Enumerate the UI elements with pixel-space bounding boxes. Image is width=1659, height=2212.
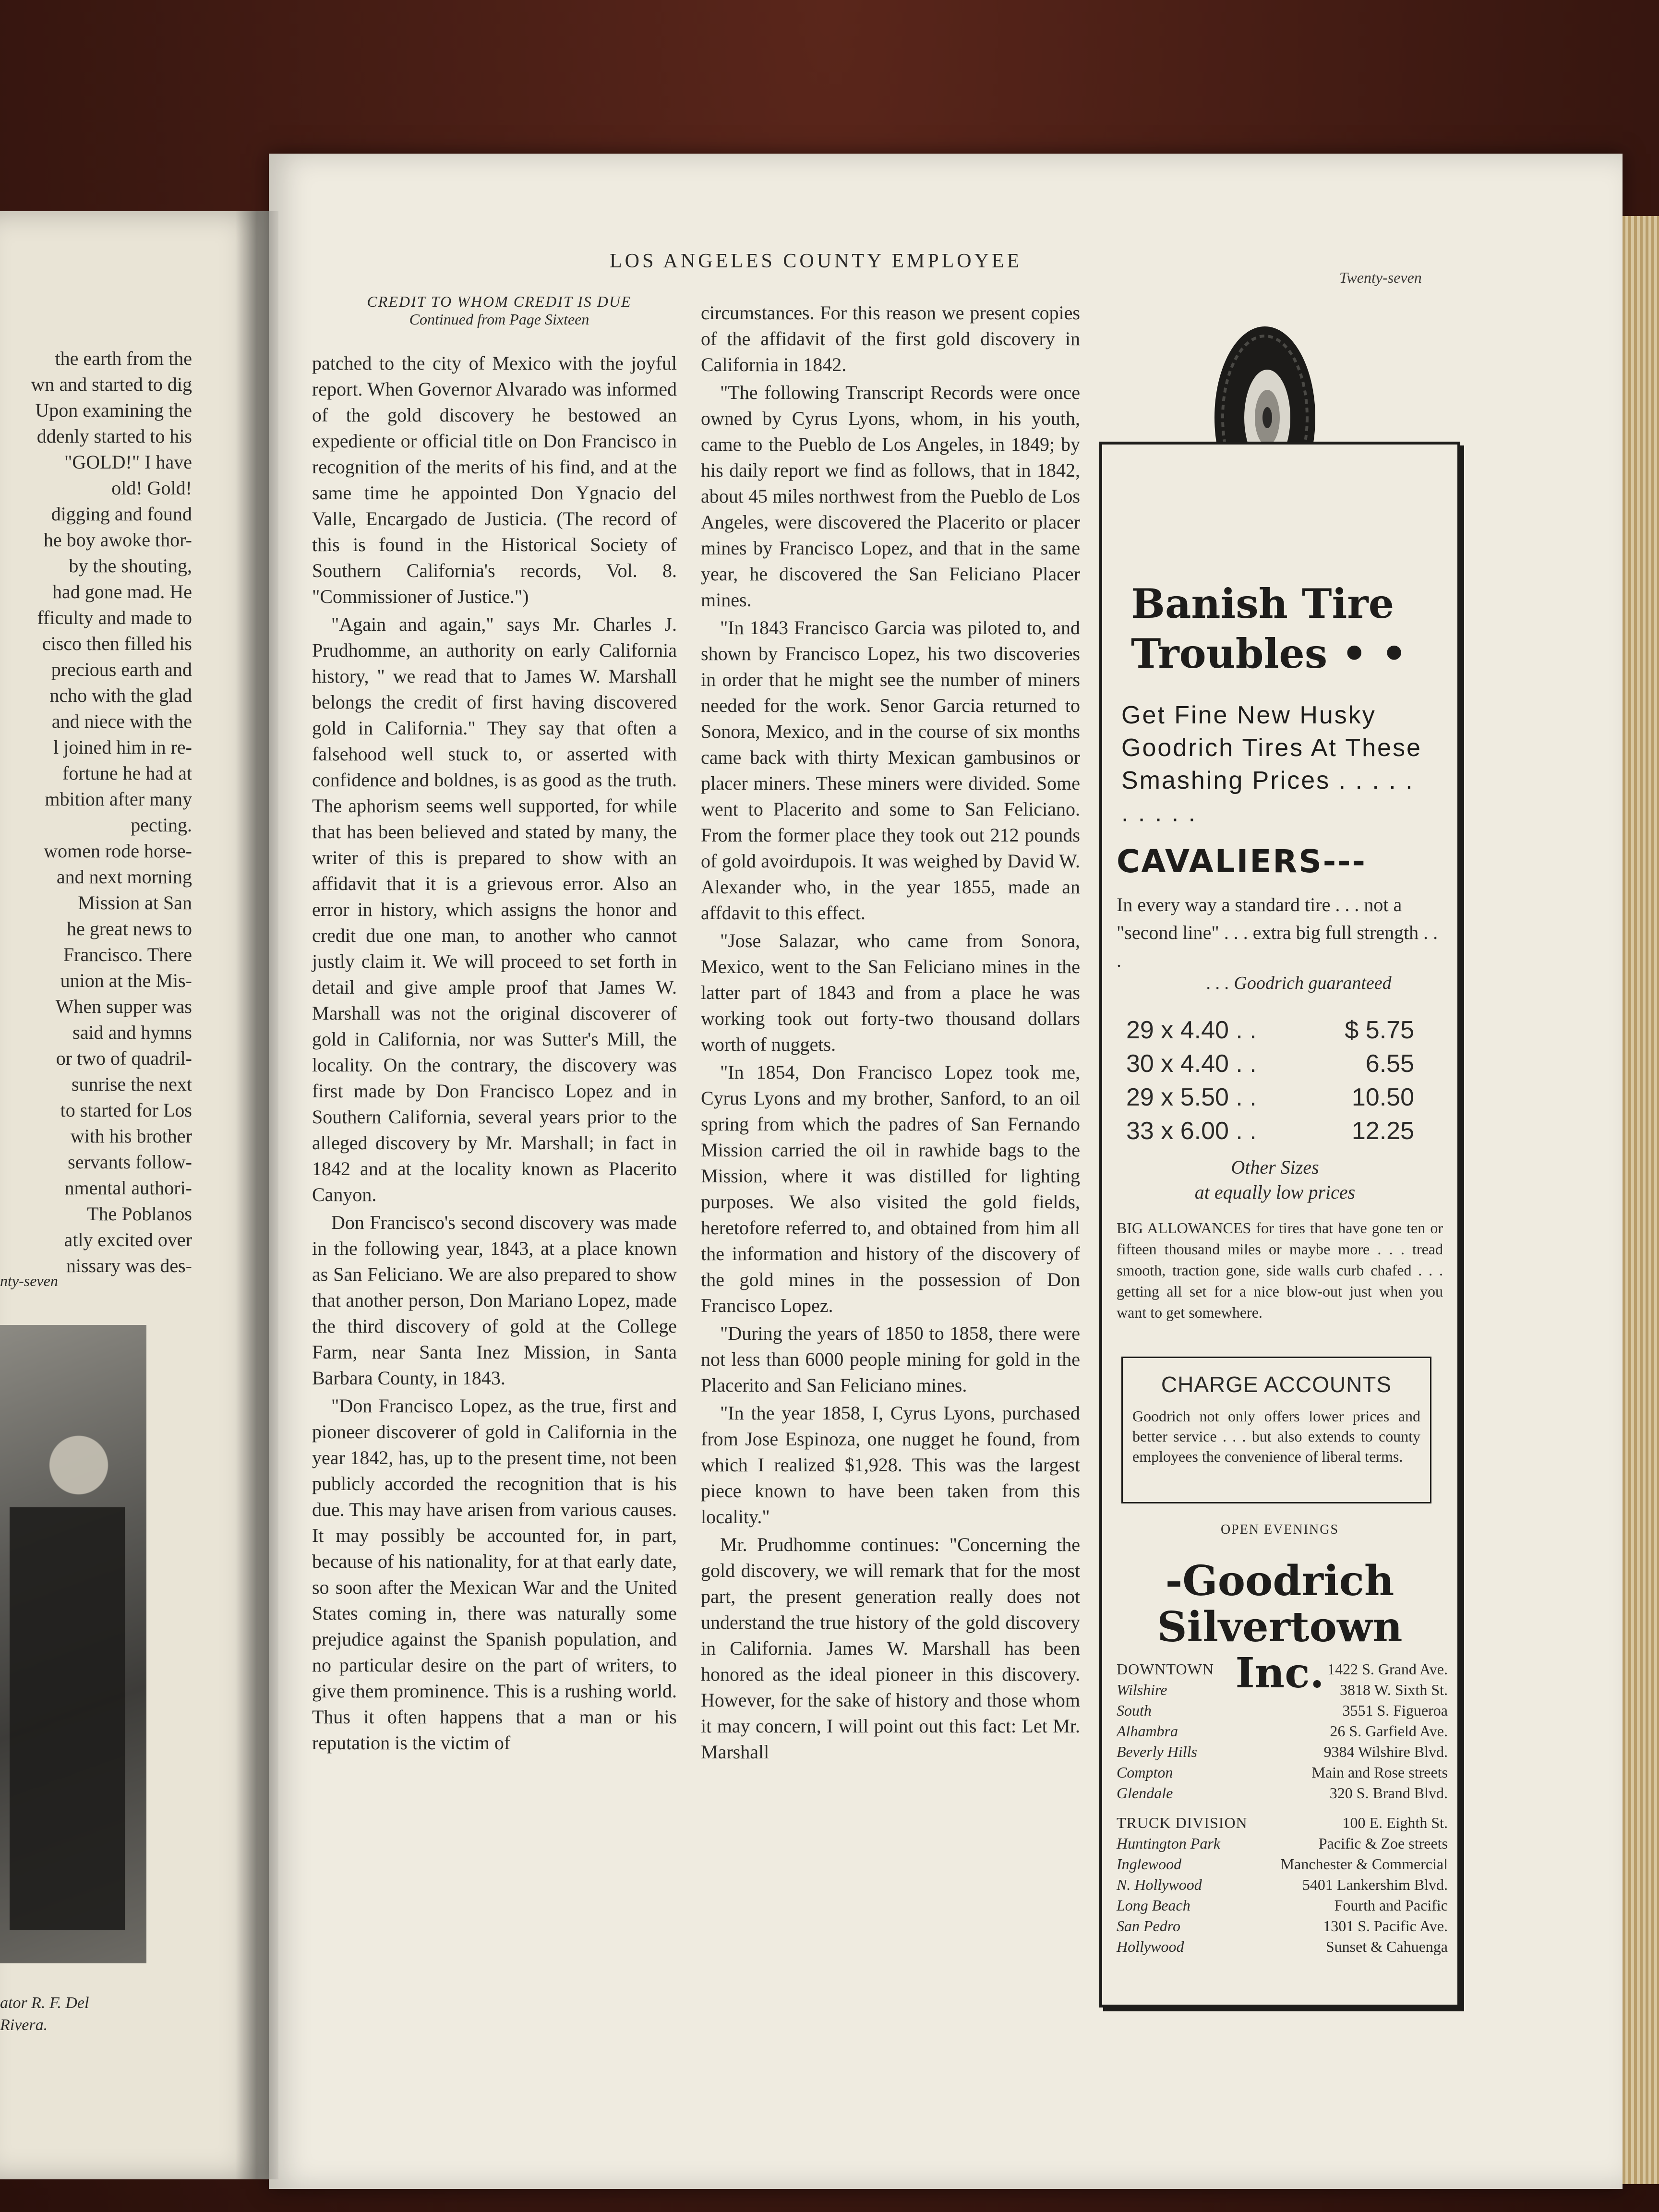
left-page-folio: nty-seven <box>0 1272 58 1289</box>
store-location: N. Hollywood <box>1117 1876 1202 1893</box>
paragraph: "Again and again," says Mr. Charles J. Prudhomme, an authority on early California history, " we read that to James W. Marshall belongs the credit of first having discovered gold in California." They say that often a falsehood well stuck to, or asserted with confidence and boldnes, is as good as the truth. The aphorism seems well supported, for while that has been believed and stated by many, the writer of this is prepared to show with an affidavit that it is a grievous error. Also an error in history, which assigns the honor and credit due one man, to another who cannot justly claim it. We will proceed to set forth in detail and give ample proof that James W. Marshall was not the original discoverer of gold in California, nor was Sutter's Mill, the locality. On the contrary, the discovery was first made by Don Francisco Lopez and in Southern California, several years prior to the alleged discovery by Mr. Marshall; in fact in 1842 and at the locality known as Placerito Canyon. <box>312 613 677 1205</box>
paragraph: Mr. Prudhomme continues: "Concerning the gold discovery, we will remark that for the most part, the present generation really does not understand the true history of the gold discovery in California. James W. Marshall has been honored as the ideal pioneer in this discovery. However, for the sake of history and those whom it may concern, I will point out this fact: Let Mr. Marshall <box>701 1534 1080 1763</box>
photo-of-man <box>0 1325 146 1963</box>
left-page-line: l joined him in re- <box>53 736 192 758</box>
price-row <box>1126 1013 1414 1047</box>
store-row <box>1117 1680 1448 1700</box>
cavaliers-description: In every way a standard tire . . . not a "second line" . . . extra big full strength . . . <box>1117 894 1438 971</box>
paragraph: "The following Transcript Records were once owned by Cyrus Lyons, whom, in his youth, came to the Pueblo de Los Angeles, in 1849; by his daily report we find as follows, that in 1842, about 45 miles northwest from the Pueblo de Los Angeles, were discovered the Placerito or placer mines by Francisco Lopez, and that in the same year, he discovered the San Feliciano Placer mines. <box>701 382 1080 611</box>
other-sizes-line-1: Other Sizes <box>1231 1156 1319 1178</box>
left-page-line: Mission at San <box>78 892 192 914</box>
store-location: Inglewood <box>1117 1855 1182 1873</box>
brand-line-1: -Goodrich <box>1165 1557 1395 1605</box>
price-row <box>1126 1114 1414 1148</box>
paragraph: "In the year 1858, I, Cyrus Lyons, purchased from Jose Espinoza, one nugget he found, from which I realized $1,928. This was the largest piece known to have been taken from this locality." <box>701 1402 1080 1527</box>
left-page-line: mbition after many <box>45 788 192 810</box>
left-page-text <box>0 346 192 1279</box>
article-continued: Continued from Page Sixteen <box>409 311 589 328</box>
left-page-line: ncho with the glad <box>49 685 192 706</box>
paragraph: patched to the city of Mexico with the joyful report. When Governor Alvarado was informed of the gold discovery he bestowed an expediente or official title on Don Francisco in recognition of the merits of his find, and at the same time he appointed Don Ygnacio del Valle, Encargado de Justicia. (The record of this is found in the Historical Society of Southern California's records, Vol. 8. "Commissioner of Justice.") <box>312 352 677 607</box>
tire-price: 6.55 <box>1365 1050 1414 1078</box>
left-page-line: fortune he had at <box>62 762 192 784</box>
photo-caption <box>0 1992 144 2036</box>
left-page-line: wn and started to dig <box>31 373 192 395</box>
caption-line-2: Rivera. <box>0 2016 48 2034</box>
store-row <box>1117 1742 1448 1762</box>
tire-size: 33 x 6.00 . . <box>1126 1117 1257 1145</box>
left-page-line: and next morning <box>56 866 192 888</box>
paragraph: "In 1854, Don Francisco Lopez took me, Cyrus Lyons and my brother, Sanford, to an oil spring from which the padres of San Fernando Mission carried the oil in rawhide bags to the Mission, where it was distilled for lighting purposes. We also visited the gold fields, heretofore referred to, and obtained from him all the information and history of the discovery of the gold mines in the possession of Don Francisco Lopez. <box>701 1061 1080 1316</box>
tire-size: 29 x 5.50 . . <box>1126 1083 1257 1111</box>
store-row <box>1117 1762 1448 1783</box>
store-location: TRUCK DIVISION <box>1117 1814 1248 1831</box>
goodrich-guarantee: . . . Goodrich guaranteed <box>1206 973 1392 993</box>
store-address: 320 S. Brand Blvd. <box>1329 1784 1448 1802</box>
store-address: 100 E. Eighth St. <box>1342 1814 1448 1831</box>
tire-size: 29 x 4.40 . . <box>1126 1016 1257 1044</box>
store-address: 3818 W. Sixth St. <box>1340 1681 1448 1698</box>
article-column-1 <box>312 350 677 1758</box>
left-page-line: nissary was des- <box>66 1255 192 1276</box>
left-page-line: by the shouting, <box>69 555 192 577</box>
store-address: Main and Rose streets <box>1311 1764 1448 1781</box>
tire-price: 12.25 <box>1351 1117 1414 1145</box>
store-address: Pacific & Zoe streets <box>1318 1835 1448 1852</box>
left-page-line: The Poblanos <box>87 1203 192 1225</box>
other-sizes-line-2: at equally low prices <box>1194 1181 1356 1203</box>
price-row <box>1126 1081 1414 1114</box>
open-evenings-note: OPEN EVENINGS <box>1220 1522 1339 1537</box>
left-page-line: the earth from the <box>55 348 192 369</box>
paragraph: "Don Francisco Lopez, as the true, first and pioneer discoverer of gold in California in the year 1842, has, up to the present time, not been publicly accorded the recognition that is his due. This may have arisen from various causes. It may possibly be accounted for, in part, because of his nationality, for at that early date, so soon after the Mexican War and the United States coming in, there was naturally some prejudice against the Spanish population, and no particular desire on the part of writers, to give them prominence. This is a rushing world. Thus it often happens that a man or his reputation is the victim of <box>312 1395 677 1754</box>
allowances-text: BIG ALLOWANCES for tires that have gone ten or fifteen thousand miles or maybe more . . . tread smooth, traction gone, side walls curb chafed . . . getting all set for a nice blow-out just when you want to get somewhere. <box>1117 1219 1443 1321</box>
store-location: Hollywood <box>1117 1938 1184 1955</box>
left-page-line: to started for Los <box>60 1099 192 1121</box>
store-row <box>1117 1895 1448 1916</box>
left-page-line: and niece with the <box>51 710 192 732</box>
store-address: 1422 S. Grand Ave. <box>1327 1660 1448 1678</box>
store-address: Manchester & Commercial <box>1280 1855 1448 1873</box>
left-page-line: or two of quadril- <box>56 1047 192 1069</box>
left-page-line: nmental authori- <box>64 1177 192 1199</box>
store-list <box>1117 1659 1448 1803</box>
charge-accounts-heading: CHARGE ACCOUNTS <box>1161 1372 1392 1397</box>
paragraph: "During the years of 1850 to 1858, there were not less than 6000 people mining for gold in the Placerito and San Feliciano mines. <box>701 1322 1080 1396</box>
store-row <box>1117 1783 1448 1803</box>
store-address: 9384 Wilshire Blvd. <box>1323 1743 1448 1760</box>
other-sizes-note <box>1141 1155 1409 1205</box>
left-page-line: When supper was <box>55 996 192 1017</box>
store-row <box>1117 1875 1448 1895</box>
left-page-line: he boy awoke thor- <box>43 529 192 551</box>
brand-line-2: Silvertown Inc. <box>1157 1603 1403 1697</box>
store-row <box>1117 1833 1448 1854</box>
left-page-line: precious earth and <box>51 659 192 680</box>
store-location: Compton <box>1117 1764 1173 1781</box>
tire-price: $ 5.75 <box>1345 1016 1414 1044</box>
cavaliers-heading: CAVALIERS--- <box>1117 843 1367 880</box>
store-location: Glendale <box>1117 1784 1173 1802</box>
charge-accounts-box <box>1121 1357 1431 1503</box>
store-location: San Pedro <box>1117 1917 1181 1935</box>
store-address: 3551 S. Figueroa <box>1342 1702 1448 1719</box>
goodrich-advertisement <box>1099 442 1460 2008</box>
left-page-line: "GOLD!" I have <box>64 451 192 473</box>
store-location: Alhambra <box>1117 1722 1178 1740</box>
left-page-line: had gone mad. He <box>52 581 192 602</box>
article-title: CREDIT TO WHOM CREDIT IS DUE <box>367 293 632 310</box>
store-address: Sunset & Cahuenga <box>1325 1938 1448 1955</box>
store-row <box>1117 1916 1448 1936</box>
left-page-line: cisco then filled his <box>42 633 192 654</box>
article-heading <box>336 293 662 328</box>
paragraph: circumstances. For this reason we present copies of the affidavit of the first gold discovery in California in 1842. <box>701 302 1080 375</box>
paragraph: Don Francisco's second discovery was made in the following year, 1843, at a place known as San Feliciano. We are also prepared to show that another person, Don Mariano Lopez, made the third discovery of gold at the College Farm, near Santa Inez Mission, in Santa Barbara County, in 1843. <box>312 1212 677 1389</box>
left-page-line: fficulty and made to <box>37 607 192 628</box>
store-row <box>1117 1813 1448 1833</box>
left-page-line: said and hymns <box>72 1022 192 1043</box>
ad-headline-line-1: Banish Tire <box>1131 580 1395 627</box>
ad-headline-line-2: Troubles • • <box>1131 630 1407 677</box>
store-location: Beverly Hills <box>1117 1743 1197 1760</box>
left-page-line: old! Gold! <box>111 477 192 499</box>
left-page-line: Upon examining the <box>35 399 192 421</box>
store-row <box>1117 1721 1448 1742</box>
store-row <box>1117 1854 1448 1875</box>
running-head: LOS ANGELES COUNTY EMPLOYEE <box>610 250 1022 272</box>
left-page-line: union at the Mis- <box>60 970 192 991</box>
store-address: Fourth and Pacific <box>1334 1897 1448 1914</box>
left-page-line: atly excited over <box>64 1229 192 1250</box>
price-table <box>1126 1013 1414 1148</box>
store-row <box>1117 1700 1448 1721</box>
tire-price: 10.50 <box>1351 1083 1414 1111</box>
left-page-line: Francisco. There <box>63 944 192 965</box>
left-page-line: women rode horse- <box>44 840 192 862</box>
left-page-line: pecting. <box>131 814 192 836</box>
store-location: Long Beach <box>1117 1897 1190 1914</box>
caption-line-1: ator R. F. Del <box>0 1994 89 2012</box>
store-address: 1301 S. Pacific Ave. <box>1323 1917 1448 1935</box>
paragraph: "Jose Salazar, who came from Sonora, Mexico, went to the San Feliciano mines in the latter part of 1843 and from a place he was working took out forty-two thousand dollars worth of nuggets. <box>701 930 1080 1055</box>
photo-figure <box>10 1402 125 1930</box>
left-page-line: ddenly started to his <box>36 425 192 447</box>
book-spine-shadow <box>235 211 278 2179</box>
store-row <box>1117 1659 1448 1680</box>
left-page-line: digging and found <box>51 503 192 525</box>
store-row <box>1117 1936 1448 1957</box>
charge-accounts-text: Goodrich not only offers lower prices and better service . . . but also extends to county employees the convenience of liberal terms. <box>1132 1407 1420 1465</box>
store-location: DOWNTOWN <box>1117 1660 1214 1678</box>
price-row <box>1126 1047 1414 1081</box>
store-address: 26 S. Garfield Ave. <box>1330 1722 1448 1740</box>
article-column-2 <box>701 300 1080 1767</box>
truck-division-list <box>1117 1813 1448 1957</box>
left-page-line: sunrise the next <box>71 1073 192 1095</box>
store-location: Huntington Park <box>1117 1835 1220 1852</box>
store-location: South <box>1117 1702 1152 1719</box>
paragraph: "In 1843 Francisco Garcia was piloted to, and shown by Francisco Lopez, his two discoveries in order that he might see the number of miners needed for the work. Senor Garcia returned to Sonora, Mexico, and in the course of six months came back with thirty Mexican gambusinos or placer miners. These miners were divided. Some went to Placerito and some to San Feliciano. From the former place they took out 212 pounds of gold avoirdupois. It was weighed by David W. Alexander who, in the year 1855, made an affdavit to this effect. <box>701 617 1080 924</box>
left-page-line: servants follow- <box>68 1151 192 1173</box>
page-number: Twenty-seven <box>1339 269 1422 286</box>
ad-headline <box>1131 579 1407 679</box>
store-location: Wilshire <box>1117 1681 1167 1698</box>
book-page-edges <box>1623 216 1659 2184</box>
left-page-line: he great news to <box>66 918 192 939</box>
left-page-line: with his brother <box>70 1125 192 1147</box>
tire-size: 30 x 4.40 . . <box>1126 1050 1257 1078</box>
store-address: 5401 Lankershim Blvd. <box>1302 1876 1448 1893</box>
ad-subheadline: Get Fine New Husky Goodrich Tires At These Smashing Prices . . . . . . . . . . <box>1121 701 1422 827</box>
